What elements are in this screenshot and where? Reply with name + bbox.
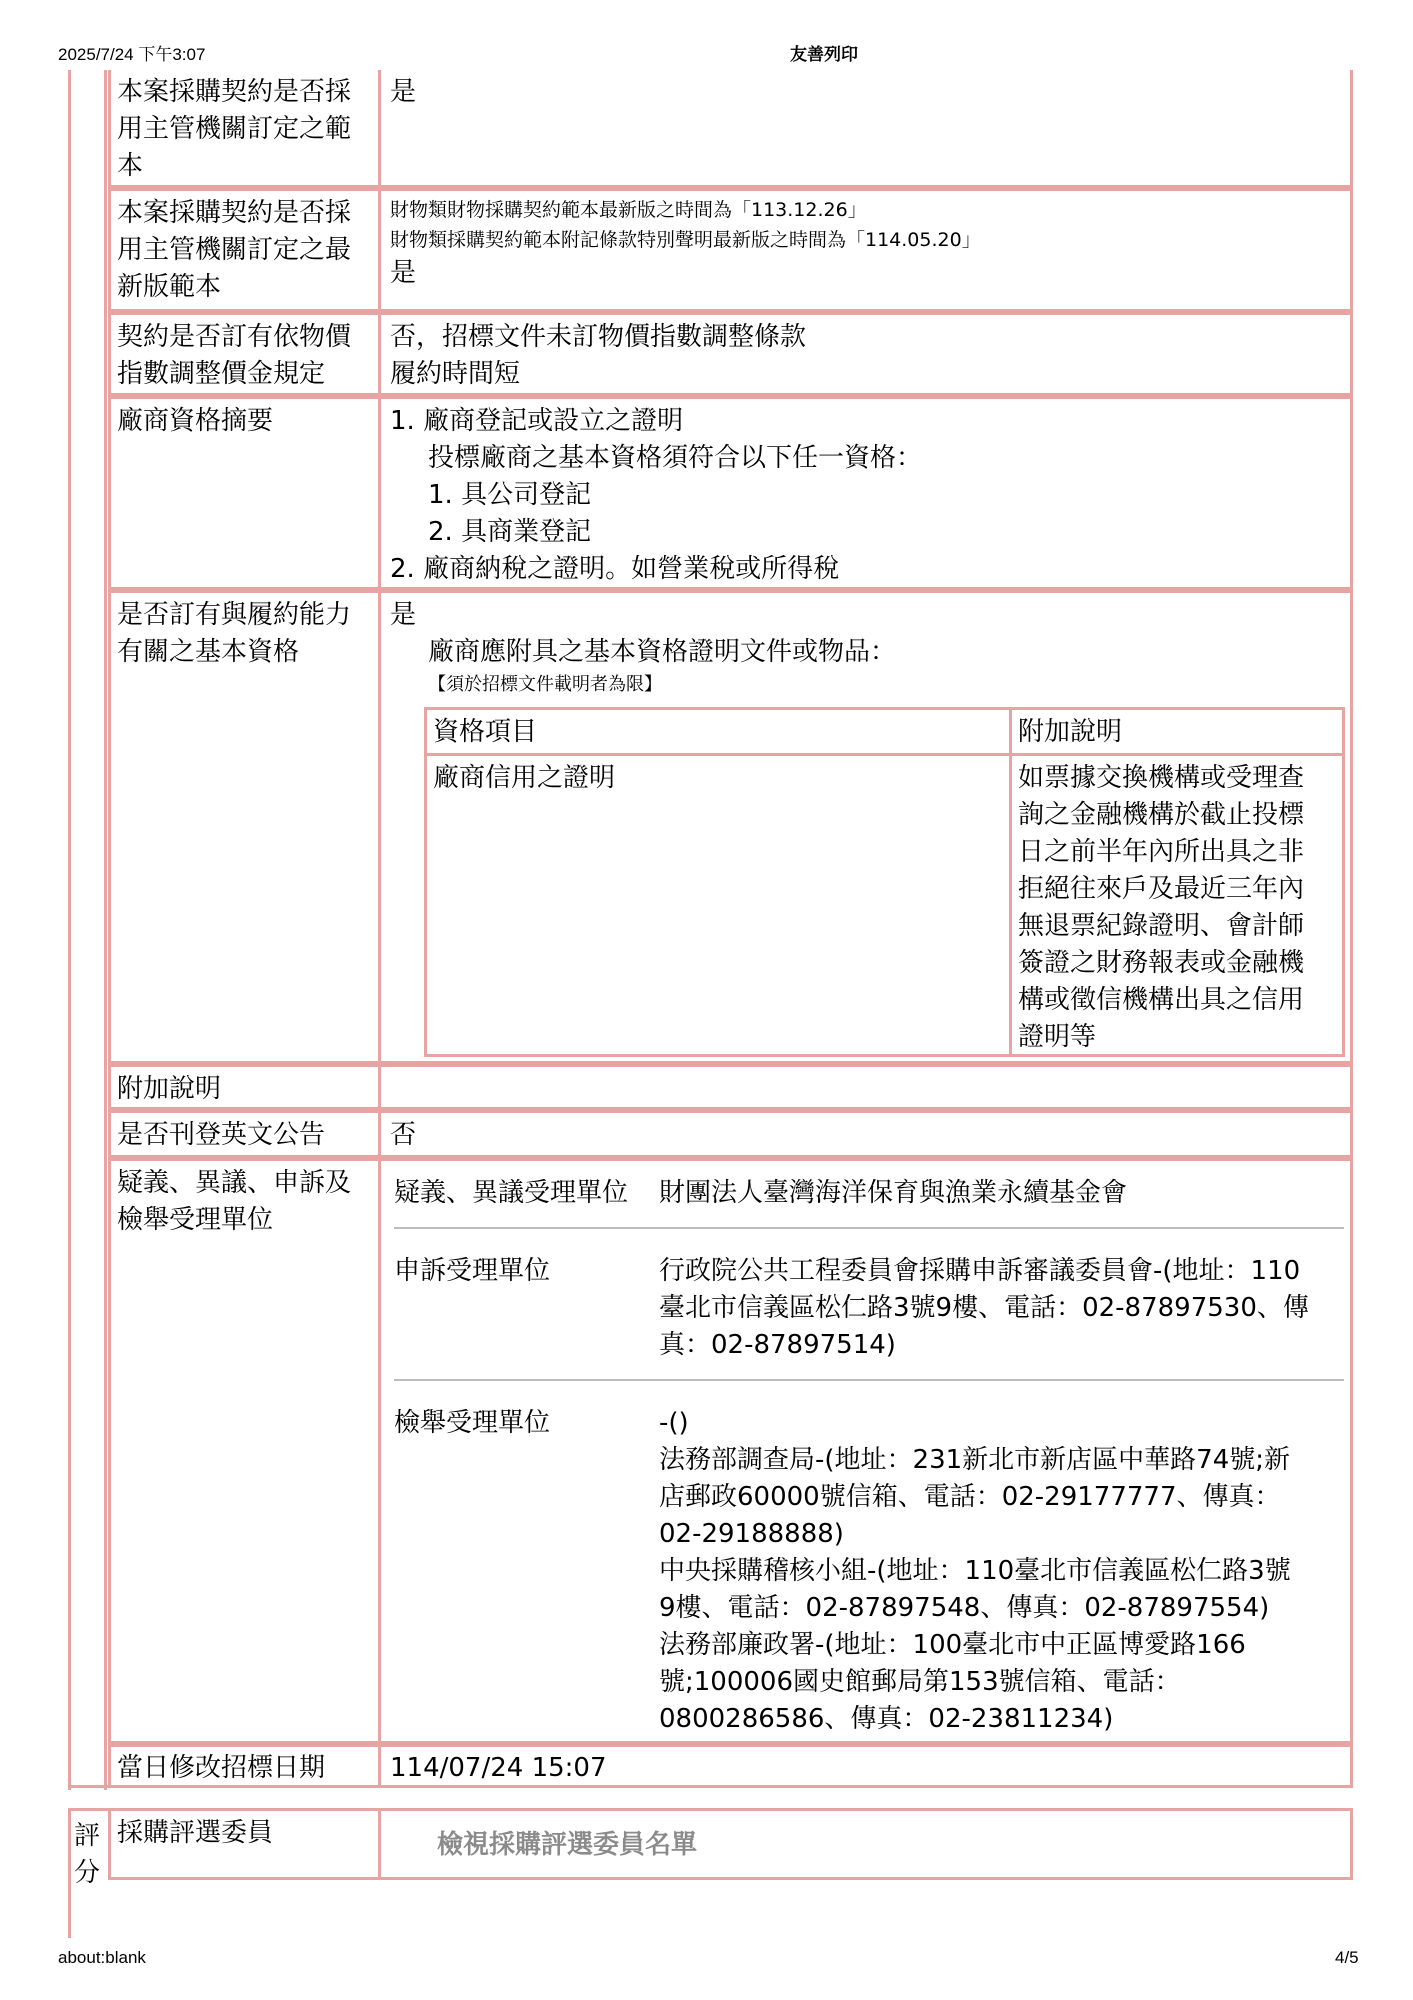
row-complaint-units [108, 1158, 1353, 1744]
objection-label: 疑義、異議受理單位 [394, 1178, 629, 1208]
row-label: 附加說明 [111, 1067, 381, 1107]
latest-value: 是 [390, 258, 417, 288]
row-value: 114/07/24 15:07 [390, 1753, 607, 1783]
scoring-frame-left [68, 1808, 71, 1938]
row-value [384, 399, 1350, 592]
divider [394, 1379, 1344, 1381]
row-capability [108, 590, 1353, 1064]
qual-line-4: 2. 具商業登記 [428, 517, 592, 547]
report-label: 檢舉受理單位 [394, 1408, 551, 1438]
report-line: 店郵政60000號信箱、電話：02-29177777、傳真： [659, 1482, 1281, 1512]
note-line: 如票據交換機構或受理查 [1018, 763, 1305, 793]
report-value [659, 1405, 1291, 1738]
print-title: 友善列印 [790, 45, 858, 64]
row-label: 當日修改招標日期 [111, 1747, 381, 1785]
note-line: 證明等 [1018, 1022, 1097, 1052]
appeal-line: 真：02-87897514) [659, 1330, 896, 1360]
outer-frame-bottom [68, 1785, 108, 1788]
footer-url: about:blank [58, 1948, 146, 1967]
note-line: 日之前半年內所出具之非 [1018, 837, 1305, 867]
report-line: -() [659, 1408, 689, 1438]
row-label: 是否訂有與履約能力有關之基本資格 [111, 593, 381, 1061]
table-cell-note [1012, 756, 1342, 1054]
objection-value: 財團法人臺灣海洋保育與漁業永續基金會 [659, 1178, 1128, 1208]
report-line: 0800286586、傳真：02-23811234) [659, 1704, 1114, 1734]
report-line: 9樓、電話：02-87897548、傳真：02-87897554) [659, 1593, 1270, 1623]
price-index-line-1: 否，招標文件未訂物價指數調整條款 [390, 322, 807, 352]
appeal-line: 臺北市信義區松仁路3號9樓、電話：02-87897530、傳 [659, 1293, 1309, 1323]
row-value [384, 191, 1350, 296]
note-line: 拒絕往來戶及最近三年內 [1018, 874, 1305, 904]
row-price-index [108, 312, 1353, 396]
qualification-table [424, 707, 1345, 1057]
outer-frame-inner [104, 70, 107, 1790]
price-index-line-2: 履約時間短 [390, 359, 521, 389]
appeal-value [659, 1253, 1309, 1364]
capability-sub: 廠商應附具之基本資格證明文件或物品： [428, 637, 897, 667]
row-label: 廠商資格摘要 [111, 399, 381, 587]
report-line: 02-29188888) [659, 1519, 844, 1549]
row-english-notice [108, 1110, 1353, 1158]
capability-value: 是 [390, 600, 417, 630]
outer-frame-left [68, 70, 71, 1790]
latest-line-2: 財物類採購契約範本附記條款特別聲明最新版之時間為「114.05.20」 [390, 229, 981, 251]
latest-line-1: 財物類財物採購契約範本最新版之時間為「113.12.26」 [390, 199, 867, 221]
row-label: 疑義、異議、申訴及檢舉受理單位 [111, 1161, 381, 1741]
row-latest-template [108, 188, 1353, 312]
capability-note: 【須於招標文件載明者為限】 [428, 674, 662, 695]
row-contract-template [108, 70, 1353, 188]
row-value [384, 593, 1350, 703]
note-line: 簽證之財務報表或金融機 [1018, 948, 1305, 978]
row-value: 否 [390, 1120, 417, 1150]
row-evaluation-committee [108, 1808, 1353, 1880]
qual-line-3: 1. 具公司登記 [428, 480, 592, 510]
note-line: 詢之金融機構於截止投標 [1018, 800, 1305, 830]
qual-line-5: 2. 廠商納稅之證明。如營業稅或所得稅 [390, 554, 840, 584]
report-line: 法務部廉政署-(地址：100臺北市中正區博愛路166 [659, 1630, 1246, 1660]
scoring-side-label [74, 1818, 100, 1892]
row-label: 契約是否訂有依物價指數調整價金規定 [111, 315, 381, 393]
row-value [384, 1067, 1350, 1075]
qual-line-2: 投標廠商之基本資格須符合以下任一資格： [428, 443, 923, 473]
row-label: 本案採購契約是否採用主管機關訂定之範本 [111, 70, 381, 185]
divider [394, 1227, 1344, 1229]
table-header-item: 資格項目 [427, 710, 1012, 756]
view-committee-link[interactable]: 檢視採購評選委員名單 [437, 1830, 698, 1860]
qual-line-1: 1. 廠商登記或設立之證明 [390, 406, 684, 436]
row-value [384, 315, 1350, 397]
scoring-frame-top [68, 1808, 108, 1811]
appeal-line: 行政院公共工程委員會採購申訴審議委員會-(地址：110 [659, 1256, 1301, 1286]
scoring-side-char-1: 評 [74, 1821, 101, 1851]
row-value: 是 [390, 77, 417, 107]
row-additional [108, 1064, 1353, 1110]
report-line: 法務部調查局-(地址：231新北市新店區中華路74號;新 [659, 1445, 1290, 1475]
appeal-label: 申訴受理單位 [394, 1256, 551, 1286]
report-line: 號;100006國史館郵局第153號信箱、電話： [659, 1667, 1181, 1697]
print-datetime: 2025/7/24 下午3:07 [58, 45, 206, 64]
row-label: 本案採購契約是否採用主管機關訂定之最新版範本 [111, 191, 381, 309]
table-header-note: 附加說明 [1012, 710, 1342, 756]
row-label: 是否刊登英文公告 [111, 1113, 381, 1155]
table-cell-item: 廠商信用之證明 [427, 756, 1012, 1054]
note-line: 無退票紀錄證明、會計師 [1018, 911, 1305, 941]
note-line: 構或徵信機構出具之信用 [1018, 985, 1305, 1015]
footer-page: 4/5 [1335, 1948, 1359, 1967]
row-modify-date [108, 1744, 1353, 1788]
row-qualification [108, 396, 1353, 590]
scoring-side-char-2: 分 [74, 1858, 101, 1888]
report-line: 中央採購稽核小組-(地址：110臺北市信義區松仁路3號 [659, 1556, 1291, 1586]
row-label: 採購評選委員 [111, 1811, 381, 1877]
